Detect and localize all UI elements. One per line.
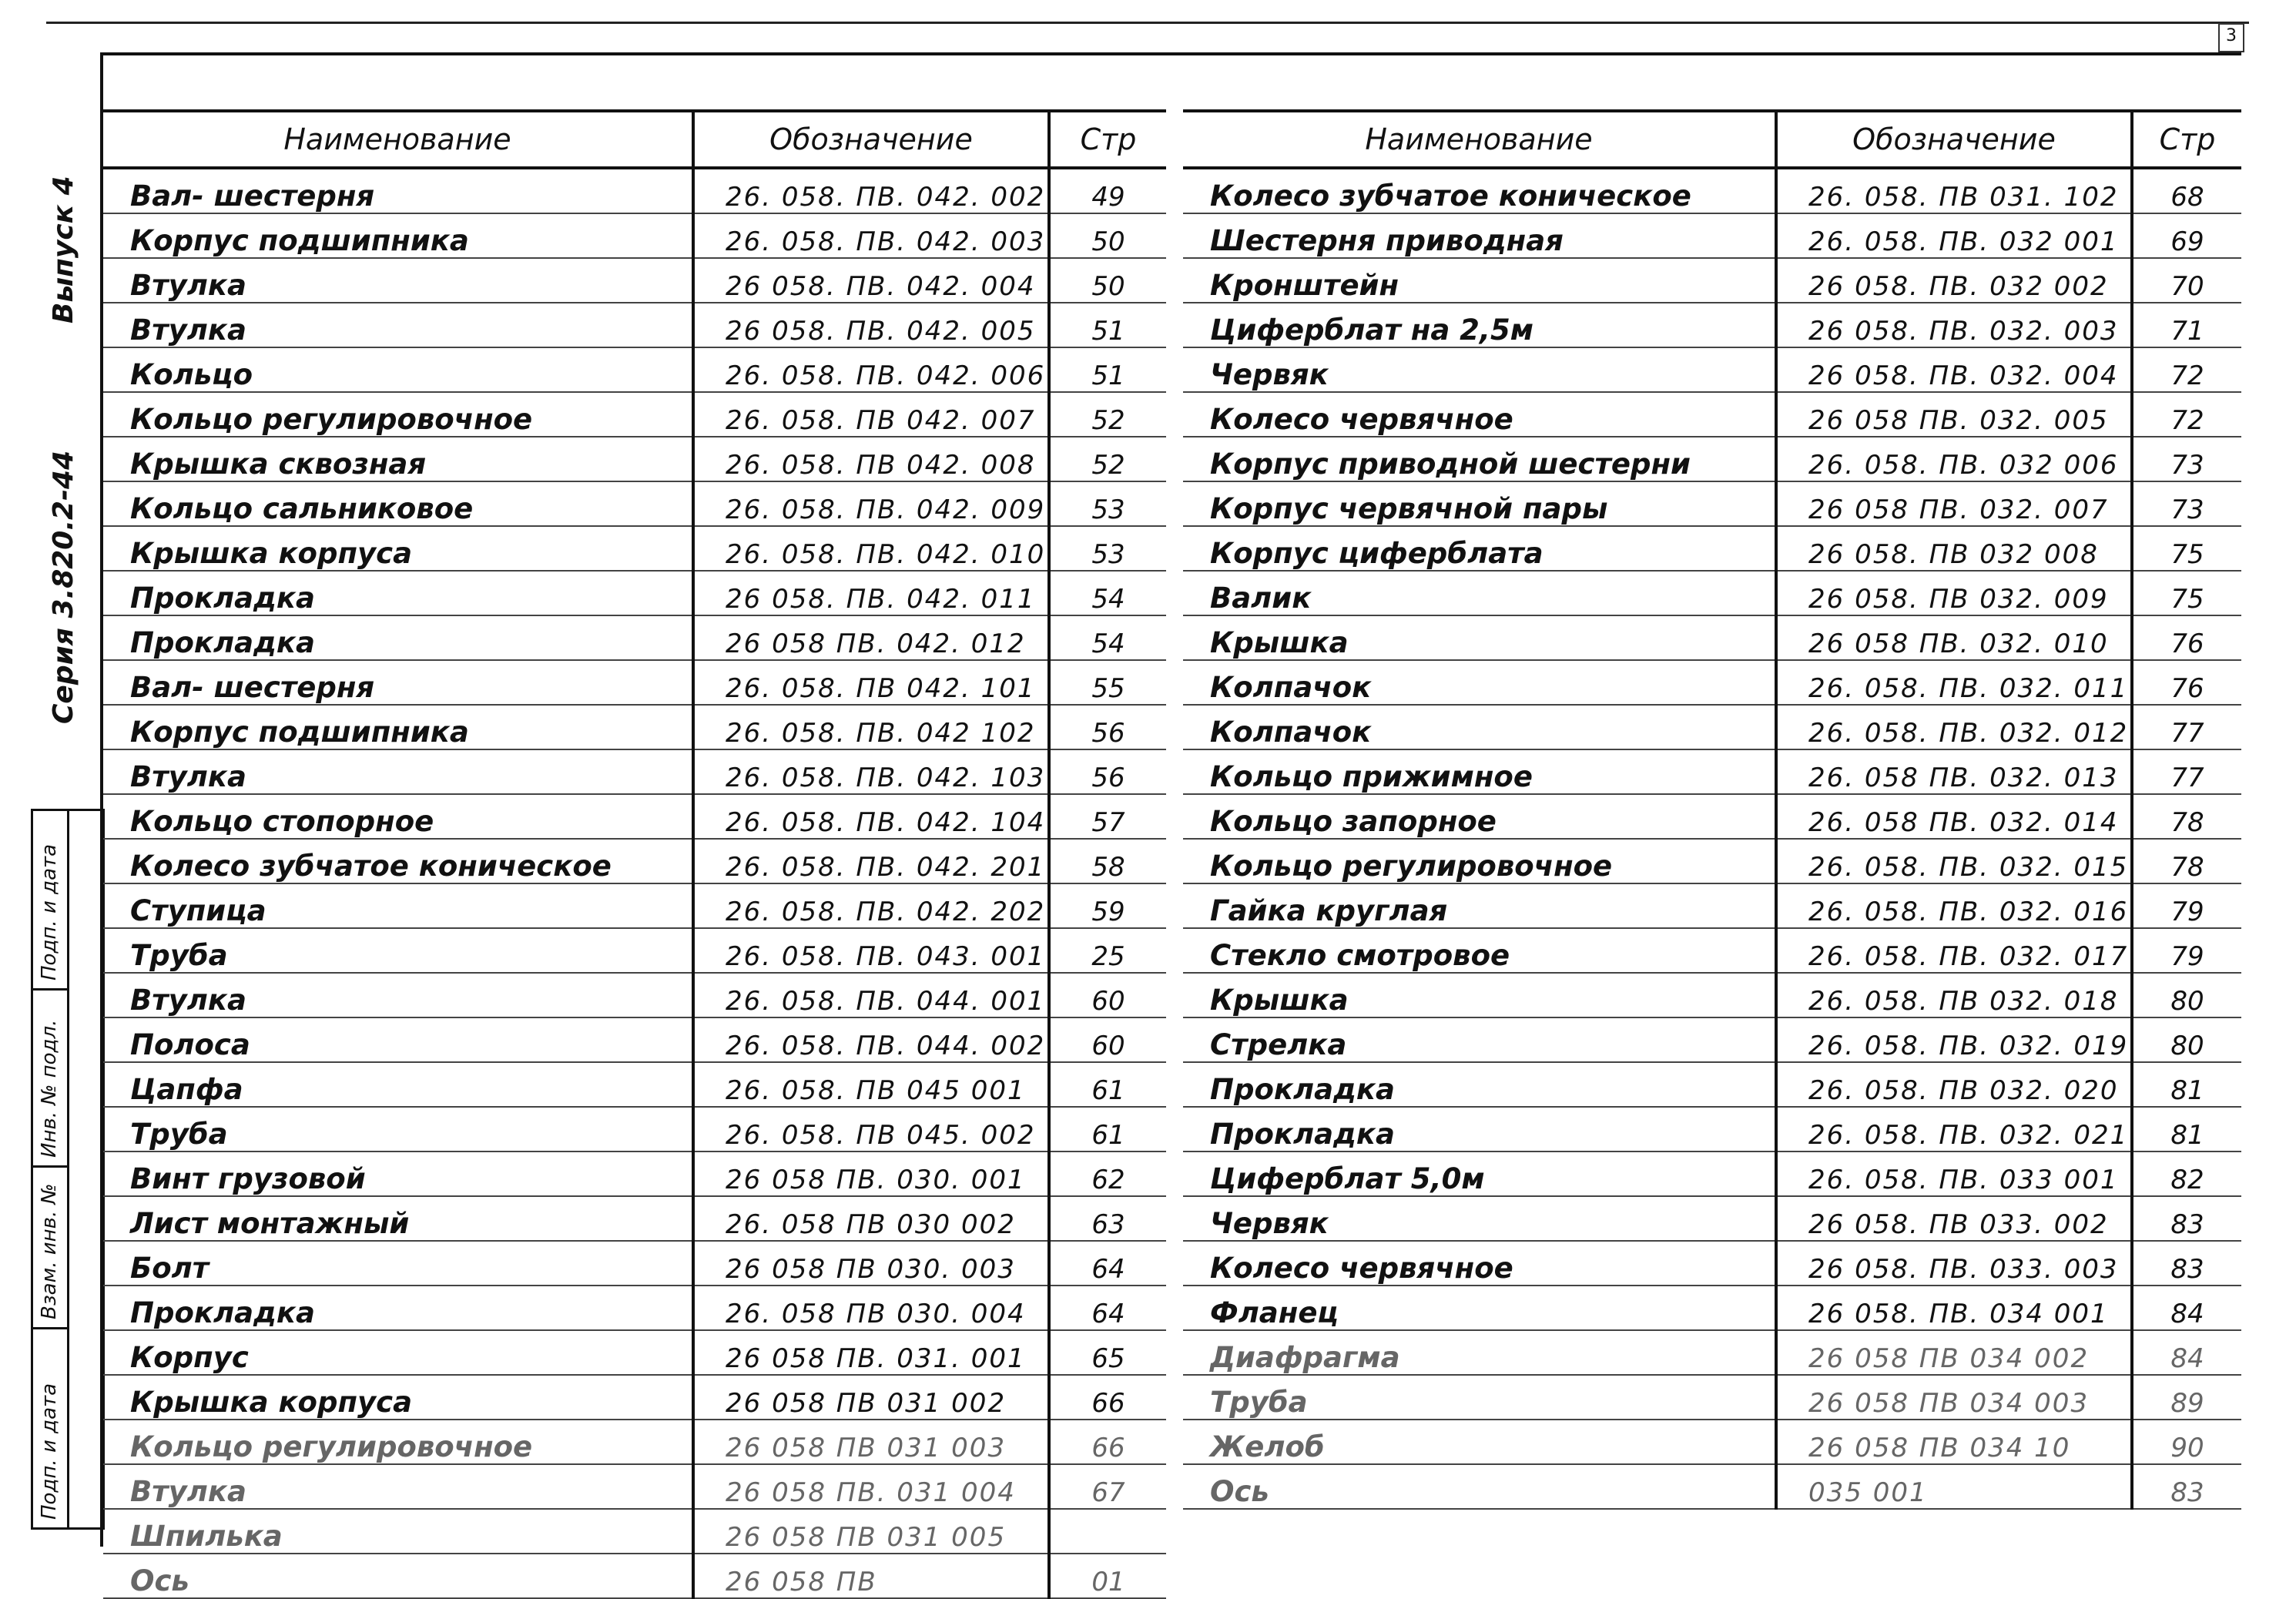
- cell-code: 26. 058. ПВ 042. 007: [693, 392, 1049, 437]
- table-row: [1183, 928, 2241, 973]
- cell-code: 26. 058. ПВ. 032. 016: [1776, 883, 2132, 928]
- table-row: [103, 303, 1166, 347]
- cell-code: 26 058 ПВ. 032. 010: [1776, 615, 2132, 660]
- table-row: [1183, 303, 2241, 347]
- cell-name: Ступица: [103, 883, 693, 928]
- table-row: [1183, 481, 2241, 526]
- cell-page: 83: [2132, 1196, 2241, 1241]
- cell-name: Кольцо регулировочное: [103, 1420, 693, 1464]
- cell-code: 26 058. ПВ. 032. 003: [1776, 303, 2132, 347]
- cell-page: 50: [1049, 213, 1166, 258]
- table-row: [1183, 973, 2241, 1017]
- cell-code: 26. 058 ПВ. 032. 014: [1776, 794, 2132, 839]
- cell-page: 60: [1049, 1017, 1166, 1062]
- stamp-label: Подп. и дата: [38, 843, 61, 981]
- cell-page: 70: [2132, 258, 2241, 303]
- table-row: [103, 883, 1166, 928]
- cell-code: 26 058 ПВ 031 002: [693, 1375, 1049, 1420]
- cell-name: Фланец: [1183, 1286, 1776, 1330]
- cell-name: Кольцо стопорное: [103, 794, 693, 839]
- cell-page: 77: [2132, 749, 2241, 794]
- cell-page: 84: [2132, 1286, 2241, 1330]
- cell-code: 26 058 ПВ 034 002: [1776, 1330, 2132, 1375]
- cell-page: 83: [2132, 1241, 2241, 1286]
- cell-name: Колесо червячное: [1183, 1241, 1776, 1286]
- cell-page: 67: [1049, 1464, 1166, 1509]
- cell-name: Кольцо сальниковое: [103, 481, 693, 526]
- cell-page: 59: [1049, 883, 1166, 928]
- table-row: [1183, 1062, 2241, 1107]
- table-row: [103, 1107, 1166, 1151]
- cell-name: Гайка круглая: [1183, 883, 1776, 928]
- cell-page: 57: [1049, 794, 1166, 839]
- cell-code: 26 058 ПВ. 031. 001: [693, 1330, 1049, 1375]
- table-row: [1183, 571, 2241, 615]
- table-row: [103, 1286, 1166, 1330]
- table-row: [1183, 839, 2241, 883]
- cell-code: 26. 058. ПВ. 032. 015: [1776, 839, 2132, 883]
- approval-stamp: [31, 809, 105, 1530]
- cell-code: 26. 058. ПВ 031. 102: [1776, 168, 2132, 213]
- cell-code: 26. 058. ПВ. 032. 011: [1776, 660, 2132, 705]
- cell-code: 26. 058. ПВ. 032 006: [1776, 437, 2132, 481]
- table-row: [103, 660, 1166, 705]
- cell-code: 26. 058. ПВ 032. 018: [1776, 973, 2132, 1017]
- table-row: [1183, 1196, 2241, 1241]
- cell-name: Стекло смотровое: [1183, 928, 1776, 973]
- cell-code: 035 001: [1776, 1464, 2132, 1509]
- cell-name: Крышка корпуса: [103, 1375, 693, 1420]
- cell-name: Труба: [103, 928, 693, 973]
- table-row: [103, 481, 1166, 526]
- stamp-label: Подп. и дата: [38, 1383, 61, 1520]
- cell-page: 81: [2132, 1062, 2241, 1107]
- table-row: [103, 615, 1166, 660]
- table-row: [1183, 1330, 2241, 1375]
- cell-code: 26. 058. ПВ 042. 101: [693, 660, 1049, 705]
- cell-code: 26. 058. ПВ. 042. 202: [693, 883, 1049, 928]
- table-row: [103, 1062, 1166, 1107]
- cell-code: 26. 058. ПВ. 043. 001: [693, 928, 1049, 973]
- cell-page: 25: [1049, 928, 1166, 973]
- stamp-label: Инв. № подл.: [38, 1019, 61, 1158]
- cell-code: 26 058 ПВ. 032. 005: [1776, 392, 2132, 437]
- cell-page: 78: [2132, 839, 2241, 883]
- cell-page: 80: [2132, 1017, 2241, 1062]
- column-header-page: Стр: [2132, 111, 2241, 168]
- inner-frame-top: [100, 52, 2241, 55]
- cell-code: 26. 058. ПВ 032. 020: [1776, 1062, 2132, 1107]
- cell-name: Кольцо регулировочное: [103, 392, 693, 437]
- table-row: [103, 213, 1166, 258]
- table-row: [103, 526, 1166, 571]
- stamp-divider: [67, 811, 69, 1527]
- table-row: [1183, 526, 2241, 571]
- cell-name: Втулка: [103, 973, 693, 1017]
- table-row: [1183, 1286, 2241, 1330]
- cell-page: 68: [2132, 168, 2241, 213]
- cell-page: 79: [2132, 883, 2241, 928]
- cell-code: 26 058. ПВ. 032 002: [1776, 258, 2132, 303]
- cell-name: Полоса: [103, 1017, 693, 1062]
- cell-code: 26. 058 ПВ 030 002: [693, 1196, 1049, 1241]
- cell-page: 52: [1049, 437, 1166, 481]
- cell-code: 26 058 ПВ 030. 003: [693, 1241, 1049, 1286]
- cell-name: Валик: [1183, 571, 1776, 615]
- cell-name: Колесо зубчатое коническое: [103, 839, 693, 883]
- cell-code: 26 058 ПВ 034 003: [1776, 1375, 2132, 1420]
- table-row: [103, 1330, 1166, 1375]
- table-row: [103, 1196, 1166, 1241]
- cell-page: 52: [1049, 392, 1166, 437]
- cell-page: 89: [2132, 1375, 2241, 1420]
- cell-code: 26. 058. ПВ. 032. 019: [1776, 1017, 2132, 1062]
- index-table-right: [1183, 109, 2241, 1510]
- cell-name: Колесо зубчатое коническое: [1183, 168, 1776, 213]
- table-row: [1183, 213, 2241, 258]
- table-row: [103, 1464, 1166, 1509]
- cell-code: 26. 058. ПВ. 032 001: [1776, 213, 2132, 258]
- cell-code: 26 058 ПВ. 031 004: [693, 1464, 1049, 1509]
- table-row: [1183, 392, 2241, 437]
- cell-page: 75: [2132, 571, 2241, 615]
- cell-code: 26 058. ПВ. 033. 003: [1776, 1241, 2132, 1286]
- column-header-code: Обозначение: [1776, 111, 2132, 168]
- table-row: [103, 794, 1166, 839]
- table-row: [1183, 660, 2241, 705]
- index-table-left: [103, 109, 1166, 1599]
- cell-page: 75: [2132, 526, 2241, 571]
- cell-code: 26 058 ПВ 034 10: [1776, 1420, 2132, 1464]
- cell-code: 26. 058. ПВ. 042. 002: [693, 168, 1049, 213]
- cell-page: 69: [2132, 213, 2241, 258]
- table-row: [103, 347, 1166, 392]
- cell-page: 76: [2132, 660, 2241, 705]
- cell-page: 79: [2132, 928, 2241, 973]
- cell-code: 26. 058 ПВ 030. 004: [693, 1286, 1049, 1330]
- table-row: [1183, 1107, 2241, 1151]
- cell-name: Втулка: [103, 749, 693, 794]
- cell-code: 26 058. ПВ 032 008: [1776, 526, 2132, 571]
- table-row: [103, 1509, 1166, 1554]
- cell-code: 26 058. ПВ 033. 002: [1776, 1196, 2132, 1241]
- cell-name: Кольцо прижимное: [1183, 749, 1776, 794]
- cell-name: Ось: [103, 1554, 693, 1598]
- table-row: [1183, 258, 2241, 303]
- cell-name: Лист монтажный: [103, 1196, 693, 1241]
- cell-name: Ось: [1183, 1464, 1776, 1509]
- table-row: [103, 168, 1166, 213]
- cell-name: Крышка: [1183, 973, 1776, 1017]
- cell-code: 26 058. ПВ 032. 009: [1776, 571, 2132, 615]
- outer-frame-line: [46, 22, 2249, 24]
- cell-code: 26. 058. ПВ. 044. 002: [693, 1017, 1049, 1062]
- cell-code: 26. 058. ПВ. 032. 017: [1776, 928, 2132, 973]
- table-row: [1183, 1464, 2241, 1509]
- cell-name: Болт: [103, 1241, 693, 1286]
- cell-name: Вал- шестерня: [103, 660, 693, 705]
- cell-name: Вал- шестерня: [103, 168, 693, 213]
- corner-mark: 3: [2218, 23, 2244, 52]
- cell-code: 26. 058. ПВ. 042. 010: [693, 526, 1049, 571]
- cell-page: 76: [2132, 615, 2241, 660]
- cell-code: 26 058. ПВ. 034 001: [1776, 1286, 2132, 1330]
- cell-code: 26 058 ПВ 031 003: [693, 1420, 1049, 1464]
- column-header-name: Наименование: [103, 111, 693, 168]
- table-row: [1183, 749, 2241, 794]
- cell-page: 77: [2132, 705, 2241, 749]
- cell-code: 26 058. ПВ. 042. 004: [693, 258, 1049, 303]
- cell-page: 49: [1049, 168, 1166, 213]
- cell-name: Корпус червячной пары: [1183, 481, 1776, 526]
- cell-code: 26. 058. ПВ. 032. 012: [1776, 705, 2132, 749]
- table-row: [103, 1554, 1166, 1598]
- cell-page: 53: [1049, 526, 1166, 571]
- cell-code: 26 058 ПВ. 030. 001: [693, 1151, 1049, 1196]
- cell-code: 26 058. ПВ. 042. 005: [693, 303, 1049, 347]
- cell-name: Колпачок: [1183, 705, 1776, 749]
- table-row: [1183, 794, 2241, 839]
- cell-name: Корпус: [103, 1330, 693, 1375]
- cell-page: 71: [2132, 303, 2241, 347]
- table-row: [1183, 615, 2241, 660]
- cell-code: 26. 058. ПВ 045. 002: [693, 1107, 1049, 1151]
- cell-name: Кольцо запорное: [1183, 794, 1776, 839]
- cell-code: 26 058 ПВ: [693, 1554, 1049, 1598]
- table-row: [103, 258, 1166, 303]
- cell-page: 66: [1049, 1375, 1166, 1420]
- cell-page: 61: [1049, 1062, 1166, 1107]
- cell-code: 26 058 ПВ. 032. 007: [1776, 481, 2132, 526]
- cell-page: 53: [1049, 481, 1166, 526]
- cell-page: 73: [2132, 437, 2241, 481]
- table-row: [103, 1241, 1166, 1286]
- cell-code: 26. 058. ПВ. 042. 003: [693, 213, 1049, 258]
- cell-name: Корпус подшипника: [103, 705, 693, 749]
- cell-code: 26. 058. ПВ. 042. 103: [693, 749, 1049, 794]
- cell-page: 73: [2132, 481, 2241, 526]
- cell-code: 26 058. ПВ. 042. 011: [693, 571, 1049, 615]
- cell-code: 26. 058. ПВ 045 001: [693, 1062, 1049, 1107]
- cell-page: 54: [1049, 615, 1166, 660]
- cell-code: 26. 058. ПВ 042. 008: [693, 437, 1049, 481]
- cell-code: 26. 058 ПВ. 032. 013: [1776, 749, 2132, 794]
- cell-code: 26. 058. ПВ. 042. 006: [693, 347, 1049, 392]
- table-body-left: [103, 168, 1166, 1598]
- cell-name: Крышка корпуса: [103, 526, 693, 571]
- table-body-right: [1183, 168, 2241, 1509]
- cell-page: 84: [2132, 1330, 2241, 1375]
- table-row: [103, 1375, 1166, 1420]
- cell-page: 62: [1049, 1151, 1166, 1196]
- table-row: [103, 392, 1166, 437]
- table-row: [103, 749, 1166, 794]
- table-row: [103, 437, 1166, 481]
- table-row: [1183, 347, 2241, 392]
- cell-name: Циферблат 5,0м: [1183, 1151, 1776, 1196]
- cell-name: Прокладка: [103, 1286, 693, 1330]
- cell-name: Корпус циферблата: [1183, 526, 1776, 571]
- table-row: [1183, 1151, 2241, 1196]
- table-row: [103, 705, 1166, 749]
- cell-name: Прокладка: [1183, 1062, 1776, 1107]
- column-header-page: Стр: [1049, 111, 1166, 168]
- table-row: [1183, 705, 2241, 749]
- cell-name: Стрелка: [1183, 1017, 1776, 1062]
- table-row: [103, 839, 1166, 883]
- table-row: [1183, 168, 2241, 213]
- table-row: [103, 1017, 1166, 1062]
- cell-code: 26. 058. ПВ. 032. 021: [1776, 1107, 2132, 1151]
- cell-page: 61: [1049, 1107, 1166, 1151]
- cell-code: 26. 058. ПВ. 042. 009: [693, 481, 1049, 526]
- table-row: [103, 571, 1166, 615]
- cell-page: 65: [1049, 1330, 1166, 1375]
- cell-name: Втулка: [103, 303, 693, 347]
- issue-label: Выпуск 4: [48, 176, 79, 323]
- cell-name: Корпус подшипника: [103, 213, 693, 258]
- table-row: [103, 1420, 1166, 1464]
- cell-page: 51: [1049, 303, 1166, 347]
- cell-name: Винт грузовой: [103, 1151, 693, 1196]
- table-header-row: [1183, 111, 2241, 168]
- stamp-label: Взам. инв. №: [38, 1183, 61, 1319]
- series-label: Серия 3.820.2-44: [48, 450, 79, 724]
- table-header-row: [103, 111, 1166, 168]
- cell-code: 26 058. ПВ. 032. 004: [1776, 347, 2132, 392]
- cell-name: Колесо червячное: [1183, 392, 1776, 437]
- table-row: [1183, 1420, 2241, 1464]
- cell-name: Кронштейн: [1183, 258, 1776, 303]
- cell-page: 90: [2132, 1420, 2241, 1464]
- cell-name: Червяк: [1183, 347, 1776, 392]
- column-header-name: Наименование: [1183, 111, 1776, 168]
- cell-code: 26 058 ПВ 031 005: [693, 1509, 1049, 1554]
- cell-page: 63: [1049, 1196, 1166, 1241]
- cell-name: Диафрагма: [1183, 1330, 1776, 1375]
- cell-name: Крышка: [1183, 615, 1776, 660]
- cell-page: 51: [1049, 347, 1166, 392]
- cell-name: Втулка: [103, 1464, 693, 1509]
- table-row: [103, 1151, 1166, 1196]
- cell-page: 72: [2132, 347, 2241, 392]
- cell-code: 26. 058. ПВ. 042 102: [693, 705, 1049, 749]
- cell-name: Труба: [1183, 1375, 1776, 1420]
- cell-name: Шпилька: [103, 1509, 693, 1554]
- cell-page: 66: [1049, 1420, 1166, 1464]
- cell-page: 82: [2132, 1151, 2241, 1196]
- cell-page: 60: [1049, 973, 1166, 1017]
- cell-code: 26. 058. ПВ. 033 001: [1776, 1151, 2132, 1196]
- cell-name: Червяк: [1183, 1196, 1776, 1241]
- cell-page: 54: [1049, 571, 1166, 615]
- table-row: [1183, 437, 2241, 481]
- cell-name: Прокладка: [103, 615, 693, 660]
- cell-page: 80: [2132, 973, 2241, 1017]
- cell-name: Кольцо регулировочное: [1183, 839, 1776, 883]
- cell-page: 64: [1049, 1286, 1166, 1330]
- table-row: [103, 928, 1166, 973]
- cell-name: Прокладка: [1183, 1107, 1776, 1151]
- cell-page: 56: [1049, 749, 1166, 794]
- cell-code: 26. 058. ПВ. 044. 001: [693, 973, 1049, 1017]
- cell-page: 50: [1049, 258, 1166, 303]
- cell-name: Кольцо: [103, 347, 693, 392]
- cell-page: 58: [1049, 839, 1166, 883]
- cell-page: 64: [1049, 1241, 1166, 1286]
- cell-name: Прокладка: [103, 571, 693, 615]
- cell-page: 01: [1049, 1554, 1166, 1598]
- table-row: [1183, 1375, 2241, 1420]
- cell-name: Крышка сквозная: [103, 437, 693, 481]
- cell-name: Труба: [103, 1107, 693, 1151]
- cell-name: Корпус приводной шестерни: [1183, 437, 1776, 481]
- cell-name: Циферблат на 2,5м: [1183, 303, 1776, 347]
- cell-code: 26 058 ПВ. 042. 012: [693, 615, 1049, 660]
- cell-page: 83: [2132, 1464, 2241, 1509]
- cell-page: 56: [1049, 705, 1166, 749]
- cell-name: Колпачок: [1183, 660, 1776, 705]
- cell-page: 78: [2132, 794, 2241, 839]
- cell-page: 55: [1049, 660, 1166, 705]
- table-row: [1183, 1241, 2241, 1286]
- cell-code: 26. 058. ПВ. 042. 201: [693, 839, 1049, 883]
- cell-page: [1049, 1509, 1166, 1554]
- table-row: [1183, 1017, 2241, 1062]
- cell-page: 72: [2132, 392, 2241, 437]
- cell-name: Втулка: [103, 258, 693, 303]
- cell-name: Шестерня приводная: [1183, 213, 1776, 258]
- cell-name: Цапфа: [103, 1062, 693, 1107]
- cell-name: Желоб: [1183, 1420, 1776, 1464]
- table-row: [1183, 883, 2241, 928]
- column-header-code: Обозначение: [693, 111, 1049, 168]
- cell-code: 26. 058. ПВ. 042. 104: [693, 794, 1049, 839]
- table-row: [103, 973, 1166, 1017]
- cell-page: 81: [2132, 1107, 2241, 1151]
